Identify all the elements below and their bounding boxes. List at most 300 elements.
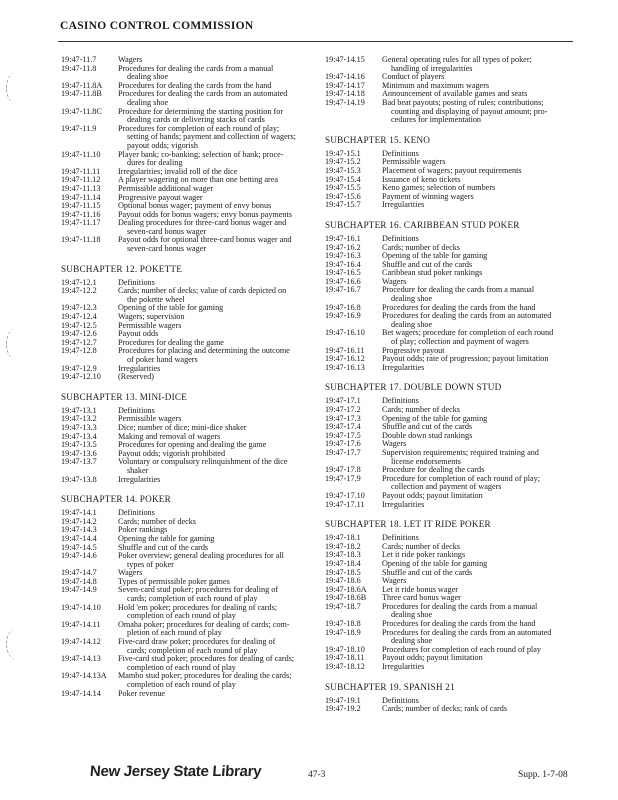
section-title-line: seven-card bonus wager xyxy=(127,226,207,236)
section-title-line: dealing shoe xyxy=(127,72,169,82)
section-title-line: Opening of the table for gaming xyxy=(382,251,488,261)
section-title xyxy=(116,287,313,304)
section-number: 19:47-14.8 xyxy=(61,576,97,586)
section-number: 19:47-17.4 xyxy=(325,422,361,432)
subchapter-heading: SUBCHAPTER 16. CARIBBEAN STUD POKER xyxy=(325,219,520,230)
toc-entry xyxy=(61,476,313,485)
section-title-line: cards; completion of each round of play xyxy=(127,594,258,604)
subchapter-heading: SUBCHAPTER 18. LET IT RIDE POKER xyxy=(325,519,491,530)
section-number: 19:47-17.5 xyxy=(325,430,361,440)
toc-entry xyxy=(325,364,577,373)
section-title-line: Cards; number of decks; rank of cards xyxy=(382,704,508,714)
section-number: 19:47-14.11 xyxy=(61,619,101,629)
section-number: 19:47-18.6 xyxy=(325,576,361,586)
section-number: 19:47-16.4 xyxy=(325,259,361,269)
running-header: CASINO CONTROL COMMISSION xyxy=(60,20,254,32)
section-number: 19:47-11.17 xyxy=(61,218,101,228)
section-number: 19:47-15.2 xyxy=(325,157,361,167)
section-number: 19:47-13.4 xyxy=(61,431,97,441)
section-title-line: Wagers xyxy=(382,576,407,586)
section-number: 19:47-15.1 xyxy=(325,148,361,158)
section-title-line: Procedures for completion of each round of play xyxy=(382,644,541,654)
section-title-line: Definitions xyxy=(118,405,155,415)
section-number: 19:47-16.5 xyxy=(325,268,361,278)
section-title-line: Shuffle and cut of the cards xyxy=(118,542,209,552)
section-number: 19:47-18.6A xyxy=(325,584,367,594)
section-number: 19:47-12.2 xyxy=(61,286,97,296)
section-title-line: Procedures for dealing the cards from a manual xyxy=(118,63,274,73)
toc-entry xyxy=(61,655,313,672)
toc-entry xyxy=(325,312,577,329)
section-number: 19:47-15.4 xyxy=(325,174,361,184)
section-title xyxy=(116,690,313,699)
section-title-line: Permissible wagers xyxy=(382,157,446,167)
section-number: 19:47-16.1 xyxy=(325,233,361,243)
section-number: 19:47-18.3 xyxy=(325,550,361,560)
section-title-line: Irregularities xyxy=(382,362,425,372)
section-title-line: Shuffle and cut of the cards xyxy=(382,422,473,432)
section-title-line: Three card bonus wager xyxy=(382,593,461,603)
section-number: 19:47-12.4 xyxy=(61,312,97,322)
section-title-line: shaker xyxy=(127,465,149,475)
section-title-line: Definitions xyxy=(382,695,419,705)
toc-entry xyxy=(61,347,313,364)
section-title-line: Procedure for completion of each round of play; xyxy=(382,473,541,483)
section-title xyxy=(116,672,313,689)
section-number: 19:47-18.6B xyxy=(325,593,367,603)
section-title xyxy=(116,236,313,253)
section-title-line: Definitions xyxy=(118,508,155,518)
section-number: 19:47-18.10 xyxy=(325,644,365,654)
section-number: 19:47-13.1 xyxy=(61,405,97,415)
section-number: 19:47-14.17 xyxy=(325,80,365,90)
section-title-line: Payout odds; payout limitation xyxy=(382,490,483,500)
toc-entry xyxy=(61,690,313,699)
section-title-line: Wagers xyxy=(382,276,407,286)
section-title xyxy=(380,501,577,510)
section-number: 19:47-12.3 xyxy=(61,303,97,313)
section-number: 19:47-11.8A xyxy=(61,80,103,90)
toc-entry xyxy=(325,56,577,73)
section-title-line: setting of hands; payment and collection of wagers; xyxy=(127,132,296,142)
section-title-line: Payment of winning wagers xyxy=(382,191,474,201)
section-title xyxy=(380,201,577,210)
section-number: 19:47-11.8 xyxy=(61,63,97,73)
section-number: 19:47-16.13 xyxy=(325,362,365,372)
section-number: 19:47-13.2 xyxy=(61,414,97,424)
section-title-line: Definitions xyxy=(382,233,419,243)
section-title xyxy=(116,125,313,151)
section-title-line: Procedures for dealing the game xyxy=(118,337,224,347)
section-number: 19:47-17.8 xyxy=(325,465,361,475)
section-number: 19:47-11.10 xyxy=(61,149,101,159)
section-number: 19:47-15.3 xyxy=(325,165,361,175)
section-title xyxy=(116,638,313,655)
section-number: 19:47-14.10 xyxy=(61,602,101,612)
section-number: 19:47-16.6 xyxy=(325,276,361,286)
section-number: 19:47-18.9 xyxy=(325,627,361,637)
section-title-line: types of poker xyxy=(127,559,174,569)
section-number: 19:47-17.6 xyxy=(325,439,361,449)
section-title-line: General operating rules for all types of poker; xyxy=(382,55,532,64)
section-title-line: Poker overview; general dealing procedures for all xyxy=(118,551,284,561)
section-title xyxy=(116,347,313,364)
section-title-line: dures for dealing xyxy=(127,158,183,168)
section-number: 19:47-14.3 xyxy=(61,525,97,535)
subchapter-heading: SUBCHAPTER 17. DOUBLE DOWN STUD xyxy=(325,382,502,393)
section-title xyxy=(116,458,313,475)
section-title-line: Placement of wagers; payout requirements xyxy=(382,165,522,175)
section-title-line: completion of each round of play xyxy=(127,662,236,672)
section-number: 19:47-14.7 xyxy=(61,568,97,578)
section-title-line: completion of each round of play xyxy=(127,611,236,621)
section-number: 19:47-16.9 xyxy=(325,311,361,321)
section-title-line: Payout odds; vigorish prohibited xyxy=(118,448,226,458)
toc-entry xyxy=(61,90,313,107)
section-number: 19:47-12.6 xyxy=(61,329,97,339)
subchapter-heading: SUBCHAPTER 12. POKETTE xyxy=(61,263,183,274)
section-number: 19:47-18.5 xyxy=(325,567,361,577)
section-title-line: of play; collection and payment of wagers xyxy=(391,337,529,347)
section-number: 19:47-11.9 xyxy=(61,123,97,133)
section-number: 19:47-14.4 xyxy=(61,533,97,543)
section-title xyxy=(116,621,313,638)
section-number: 19:47-18.12 xyxy=(325,662,365,672)
section-number: 19:47-16.3 xyxy=(325,251,361,261)
section-number: 19:47-14.18 xyxy=(325,89,365,99)
section-number: 19:47-15.6 xyxy=(325,191,361,201)
toc-entry xyxy=(325,150,577,159)
left-column xyxy=(61,56,313,698)
toc-entry xyxy=(61,586,313,603)
section-number: 19:47-16.11 xyxy=(325,345,365,355)
section-title-line: Permissible wagers xyxy=(118,320,182,330)
section-number: 19:47-13.3 xyxy=(61,422,97,432)
section-title-line: Payout odds; payout limitation xyxy=(382,653,483,663)
section-title-line: the pokette wheel xyxy=(127,294,185,304)
toc-entry xyxy=(61,219,313,236)
section-title-line: Procedures for placing and determining the outcome xyxy=(118,346,290,356)
section-title-line: Cards; number of decks xyxy=(382,541,460,551)
section-title-line: Caribbean stud poker rankings xyxy=(382,268,483,278)
section-title-line: Irregularities xyxy=(118,363,161,373)
section-title xyxy=(380,364,577,373)
toc-entry xyxy=(61,151,313,168)
toc-entry xyxy=(325,269,577,278)
section-title-line: Voluntary or compulsory relinquishment of the dice xyxy=(118,457,288,467)
section-title-line: Cards; number of decks xyxy=(382,405,460,414)
section-number: 19:47-11.13 xyxy=(61,183,101,193)
section-title-line: Procedure for determining the starting position for xyxy=(118,106,284,116)
toc-entry xyxy=(61,125,313,151)
section-title-line: pletion of each round of play xyxy=(127,628,222,638)
toc-entry xyxy=(325,603,577,620)
section-title xyxy=(380,286,577,303)
right-column xyxy=(325,56,577,714)
section-number: 19:47-11.11 xyxy=(61,166,101,176)
section-number: 19:47-14.5 xyxy=(61,542,97,552)
toc-entry xyxy=(325,201,577,210)
section-title-line: dealing shoe xyxy=(391,294,433,304)
section-title xyxy=(380,56,577,73)
section-number: 19:47-14.13 xyxy=(61,654,101,664)
section-title-line: Irregularities xyxy=(382,499,425,509)
toc-entry xyxy=(61,407,313,416)
section-number: 19:47-17.3 xyxy=(325,413,361,423)
section-number: 19:47-14.13A xyxy=(61,671,107,681)
toc-entry xyxy=(61,373,313,382)
section-title-line: Let it ride poker rankings xyxy=(382,550,466,560)
toc-entry xyxy=(325,193,577,202)
section-number: 19:47-16.10 xyxy=(325,328,365,338)
section-title-line: Procedures for completion of each round of play; xyxy=(118,123,280,133)
section-title-line: Player bank; co-banking; selection of bank; proce- xyxy=(118,149,284,159)
section-title-line: Definitions xyxy=(382,396,419,406)
toc-entry xyxy=(61,65,313,82)
section-number: 19:47-16.2 xyxy=(325,242,361,252)
section-title-line: Wagers; supervision xyxy=(118,312,185,322)
toc-entry xyxy=(61,322,313,331)
section-title-line: Seven-card stud poker; procedures for dealing of xyxy=(118,585,279,595)
section-title xyxy=(116,65,313,82)
section-title-line: Cards; number of decks xyxy=(382,242,460,252)
section-title-line: Shuffle and cut of the cards xyxy=(382,259,473,269)
section-title-line: Opening the table for gaming xyxy=(118,533,215,543)
toc-entry xyxy=(325,629,577,646)
section-title-line: handling of irregularities xyxy=(391,63,473,73)
section-title-line: Dice; number of dice; mini-dice shaker xyxy=(118,422,247,432)
section-title-line: Definitions xyxy=(382,533,419,543)
section-title xyxy=(380,603,577,620)
section-title-line: Conduct of players xyxy=(382,72,445,82)
section-title xyxy=(116,108,313,125)
section-title-line: Cards; number of decks xyxy=(118,516,196,526)
section-title-line: Procedures for dealing the cards from an automated xyxy=(118,89,288,99)
section-title-line: Wagers xyxy=(118,55,143,64)
toc-entry xyxy=(61,672,313,689)
section-title xyxy=(380,269,577,278)
section-title-line: counting and displaying of payout amount; pro- xyxy=(391,106,548,116)
header-rule xyxy=(58,41,573,42)
section-title xyxy=(380,629,577,646)
section-title-line: Five-card draw poker; procedures for dealing of xyxy=(118,637,276,647)
library-stamp: New Jersey State Library xyxy=(89,763,262,780)
section-title-line: Procedures for opening and dealing the game xyxy=(118,440,267,450)
section-title-line: Minimum and maximum wagers xyxy=(382,80,490,90)
section-title-line: collection and payment of wagers xyxy=(391,482,502,492)
section-title-line: dealing shoe xyxy=(391,319,433,329)
section-title-line: Poker rankings xyxy=(118,525,168,535)
toc-entry xyxy=(61,604,313,621)
section-title-line: Irregularities; invalid roll of the dice xyxy=(118,166,238,176)
section-number: 19:47-11.18 xyxy=(61,235,101,245)
page-number: 47-3 xyxy=(308,770,326,780)
toc-entry xyxy=(325,449,577,466)
section-title-line: Procedures for dealing the cards from the hand xyxy=(382,619,536,629)
section-title-line: completion of each round of play xyxy=(127,680,236,689)
subchapter-heading: SUBCHAPTER 14. POKER xyxy=(61,494,171,505)
toc-entry xyxy=(325,475,577,492)
section-number: 19:47-18.7 xyxy=(325,601,361,611)
section-number: 19:47-14.19 xyxy=(325,97,365,107)
section-number: 19:47-14.6 xyxy=(61,551,97,561)
section-title-line: dealing shoe xyxy=(127,97,169,107)
section-title xyxy=(116,476,313,485)
section-title-line: Making and removal of wagers xyxy=(118,431,221,441)
section-title xyxy=(380,475,577,492)
section-title-line: Shuffle and cut of the cards xyxy=(382,567,473,577)
section-number: 19:47-11.16 xyxy=(61,209,101,219)
section-title-line: Payout odds for optional three-card bonus wager and xyxy=(118,235,292,245)
section-title-line: Issuance of keno tickets xyxy=(382,174,461,184)
section-title xyxy=(116,219,313,236)
section-title xyxy=(116,373,313,382)
section-title xyxy=(380,663,577,672)
section-title-line: Opening of the table for gaming xyxy=(382,413,488,423)
section-title-line: Permissible wagers xyxy=(118,414,182,424)
section-number: 19:47-12.10 xyxy=(61,372,101,382)
section-title xyxy=(116,604,313,621)
toc-entry xyxy=(325,663,577,672)
section-number: 19:47-18.2 xyxy=(325,541,361,551)
section-title-line: dealing shoe xyxy=(391,610,433,620)
section-number: 19:47-14.16 xyxy=(325,72,365,82)
section-title-line: Progressive payout wager xyxy=(118,192,203,202)
section-title-line: Wagers xyxy=(382,439,407,449)
toc-entry xyxy=(325,501,577,510)
section-number: 19:47-18.4 xyxy=(325,558,361,568)
section-title xyxy=(380,569,577,578)
section-title-line: Payout odds; rate of progression; payout limitation xyxy=(382,354,549,364)
toc-entry xyxy=(61,552,313,569)
section-number: 19:47-11.12 xyxy=(61,175,101,185)
section-title-line: Opening of the table for gaming xyxy=(118,303,224,313)
section-number: 19:47-13.8 xyxy=(61,474,97,484)
section-title-line: payout odds; vigorish xyxy=(127,140,198,150)
section-title-line: Bet wagers; procedure for completion of each round xyxy=(382,328,554,338)
section-number: 19:47-16.12 xyxy=(325,354,365,364)
section-number: 19:47-12.7 xyxy=(61,337,97,347)
section-number: 19:47-17.10 xyxy=(325,490,365,500)
toc-entry xyxy=(325,99,577,125)
section-number: 19:47-18.11 xyxy=(325,653,365,663)
section-number: 19:47-14.15 xyxy=(325,55,365,64)
section-title xyxy=(380,99,577,125)
section-title-line: of poker hand wagers xyxy=(127,355,198,364)
section-title-line: Cards; number of decks; value of cards depicted on xyxy=(118,286,287,296)
section-number: 19:47-12.1 xyxy=(61,277,97,287)
toc-entry xyxy=(61,638,313,655)
section-number: 19:47-14.12 xyxy=(61,637,101,647)
binder-hole xyxy=(6,628,27,660)
section-number: 19:47-14.14 xyxy=(61,688,101,698)
section-title xyxy=(116,90,313,107)
section-number: 19:47-17.7 xyxy=(325,447,361,457)
section-title-line: Payout odds xyxy=(118,329,159,339)
section-title xyxy=(380,449,577,466)
toc-entry xyxy=(325,569,577,578)
toc-entry xyxy=(325,705,577,714)
section-title-line: Dealing procedures for three-card bonus wager and xyxy=(118,218,287,228)
section-number: 19:47-18.8 xyxy=(325,619,361,629)
section-title-line: Keno games; selection of numbers xyxy=(382,183,496,193)
section-number: 19:47-14.1 xyxy=(61,508,97,518)
section-number: 19:47-12.5 xyxy=(61,320,97,330)
section-title-line: Mambo stud poker; procedures for dealing the cards; xyxy=(118,671,292,681)
section-number: 19:47-17.1 xyxy=(325,396,361,406)
section-title-line: Opening of the table for gaming xyxy=(382,558,488,568)
section-title xyxy=(380,329,577,346)
section-title-line: Optional bonus wager; payment of envy bonus xyxy=(118,201,272,211)
subchapter-heading: SUBCHAPTER 19. SPANISH 21 xyxy=(325,681,455,692)
section-number: 19:47-14.2 xyxy=(61,516,97,526)
section-title-line: Procedures for dealing the cards from the hand xyxy=(118,80,272,90)
section-number: 19:47-11.14 xyxy=(61,192,101,202)
supplement-date: Supp. 1-7-08 xyxy=(518,770,568,780)
section-title-line: cedures for implementation xyxy=(391,115,482,125)
section-number: 19:47-16.7 xyxy=(325,285,361,295)
section-number: 19:47-11.8C xyxy=(61,106,102,116)
section-title xyxy=(116,552,313,569)
section-number: 19:47-17.9 xyxy=(325,473,361,483)
section-title-line: Omaha poker; procedures for dealing of cards; com- xyxy=(118,619,290,629)
section-title-line: Five-card stud poker; procedures for dealing of cards; xyxy=(118,654,295,664)
section-title-line: A player wagering on more than one betting area xyxy=(118,175,279,185)
section-title-line: Wagers xyxy=(118,568,143,578)
binder-hole xyxy=(6,72,27,104)
section-title-line: dealing cards or delivering stacks of cards xyxy=(127,115,265,125)
section-title-line: Progressive payout xyxy=(382,345,445,355)
binder-hole xyxy=(6,328,27,360)
section-title-line: Definitions xyxy=(118,277,155,287)
section-number: 19:47-12.9 xyxy=(61,363,97,373)
toc-entry xyxy=(61,287,313,304)
section-title-line: (Reserved) xyxy=(118,372,154,382)
section-title-line: license endorsements xyxy=(391,456,461,466)
section-title-line: cards; completion of each round of play xyxy=(127,645,258,655)
section-title-line: Double down stud rankings xyxy=(382,430,473,440)
toc-entry xyxy=(325,432,577,441)
section-title-line: Procedure for dealing the cards from a manual xyxy=(382,285,535,295)
section-title-line: Irregularities xyxy=(382,200,425,210)
toc-entry xyxy=(325,286,577,303)
section-number: 19:47-13.7 xyxy=(61,457,97,467)
section-number: 19:47-11.15 xyxy=(61,201,101,211)
section-number: 19:47-18.1 xyxy=(325,533,361,543)
section-title-line: Announcement of available games and seats xyxy=(382,89,528,99)
section-title xyxy=(116,586,313,603)
section-title-line: Procedures for dealing the cards from a manual xyxy=(382,601,538,611)
section-number: 19:47-13.6 xyxy=(61,448,97,458)
toc-entry xyxy=(61,621,313,638)
section-number: 19:47-19.2 xyxy=(325,704,361,714)
toc-entry xyxy=(61,236,313,253)
toc-entry xyxy=(61,304,313,313)
section-title xyxy=(116,151,313,168)
section-title-line: Irregularities xyxy=(382,662,425,672)
section-title-line: Let it ride bonus wager xyxy=(382,584,458,594)
toc-entry xyxy=(61,458,313,475)
section-number: 19:47-15.7 xyxy=(325,200,361,210)
section-title-line: Supervision requirements; required training and xyxy=(382,447,539,457)
toc-entry xyxy=(61,313,313,322)
section-number: 19:47-19.1 xyxy=(325,695,361,705)
section-title-line: Procedures for dealing the cards from the hand xyxy=(382,302,536,312)
section-number: 19:47-17.11 xyxy=(325,499,365,509)
section-title-line: Procedure for dealing the cards xyxy=(382,465,485,475)
section-title-line: seven-card bonus wager xyxy=(127,244,207,254)
section-title-line: Bad beat payouts; posting of rules; contributions; xyxy=(382,97,544,107)
